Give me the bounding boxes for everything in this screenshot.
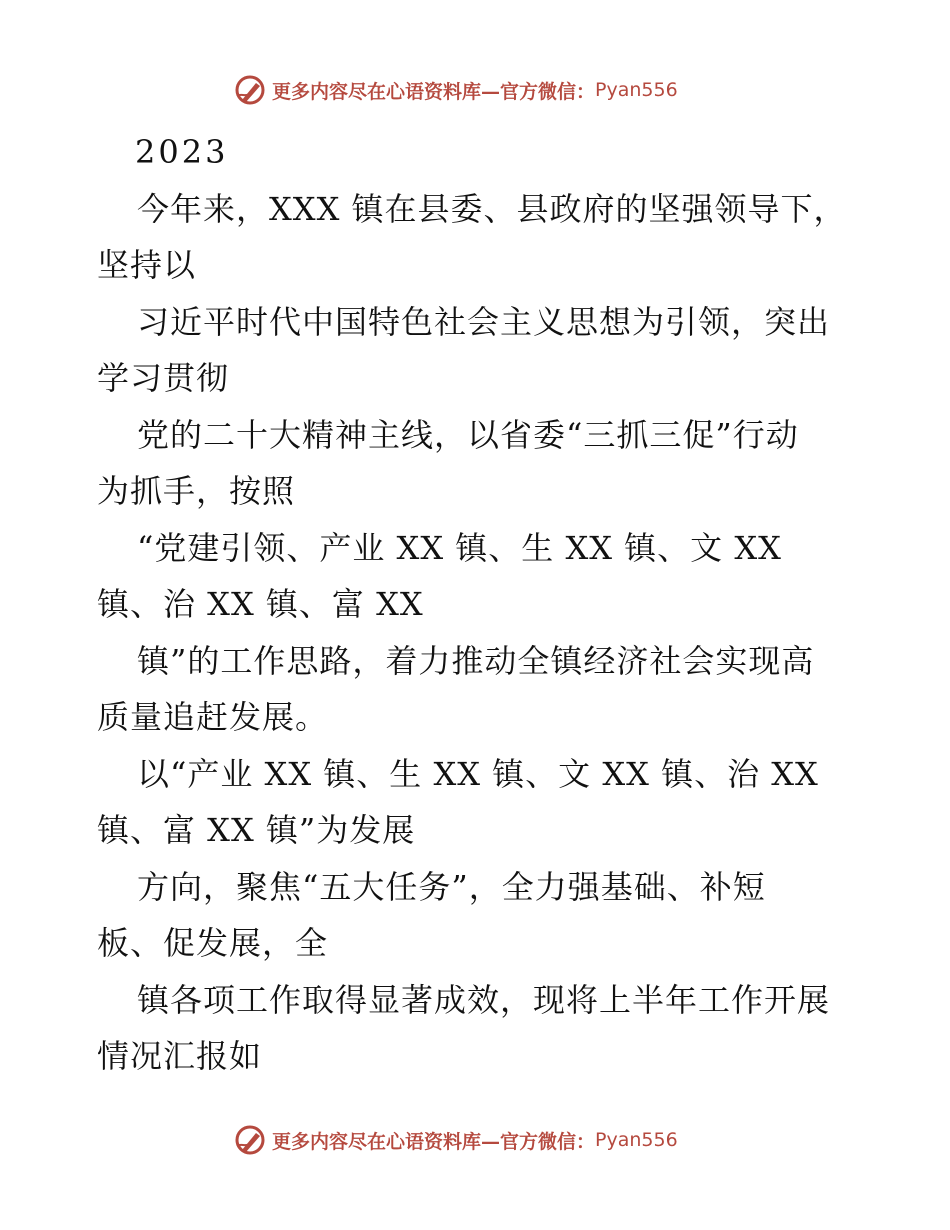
watermark-text: 更多内容尽在心语资料库—官方微信： [272,80,596,103]
text-line: 学习贯彻 [97,359,230,397]
text-line: 党的二十大精神主线，以省委“三抓三促”行动 [137,415,799,454]
watermark-wechat-id: Pyan556 [595,79,678,101]
text-line: 坚持以 [97,246,197,284]
document-body [97,124,857,1085]
text-line: 情况汇报如 [97,1037,263,1075]
header-watermark [233,70,678,110]
text-line: 2023 [135,133,229,171]
text-line: 今年来，XXX 镇在县委、县政府的坚强领导下， [137,189,847,228]
footer-watermark [233,1120,678,1160]
watermark-wechat-id: Pyan556 [595,1129,678,1151]
watermark-text: 更多内容尽在心语资料库—官方微信： [272,1130,596,1153]
pen-logo-icon [233,1123,267,1157]
text-line: 镇”的工作思路，着力推动全镇经济社会实现高 [137,641,815,680]
text-line: 方向，聚焦“五大任务”，全力强基础、补短 [137,867,766,906]
text-line: 习近平时代中国特色社会主义思想为引领，突出 [137,302,831,341]
text-line: 镇、富 XX 镇”为发展 [97,811,416,849]
text-line: 质量追赶发展。 [97,698,329,736]
text-line: 板、促发展，全 [97,924,329,962]
text-line: 为抓手，按照 [97,472,296,510]
text-line: 镇各项工作取得显著成效，现将上半年工作开展 [137,980,831,1019]
text-line: 镇、治 XX 镇、富 XX [97,585,424,623]
text-line: 以“产业 XX 镇、生 XX 镇、文 XX 镇、治 XX [137,754,819,793]
pen-logo-icon [233,73,267,107]
text-line: “党建引领、产业 XX 镇、生 XX 镇、文 XX [137,528,782,567]
